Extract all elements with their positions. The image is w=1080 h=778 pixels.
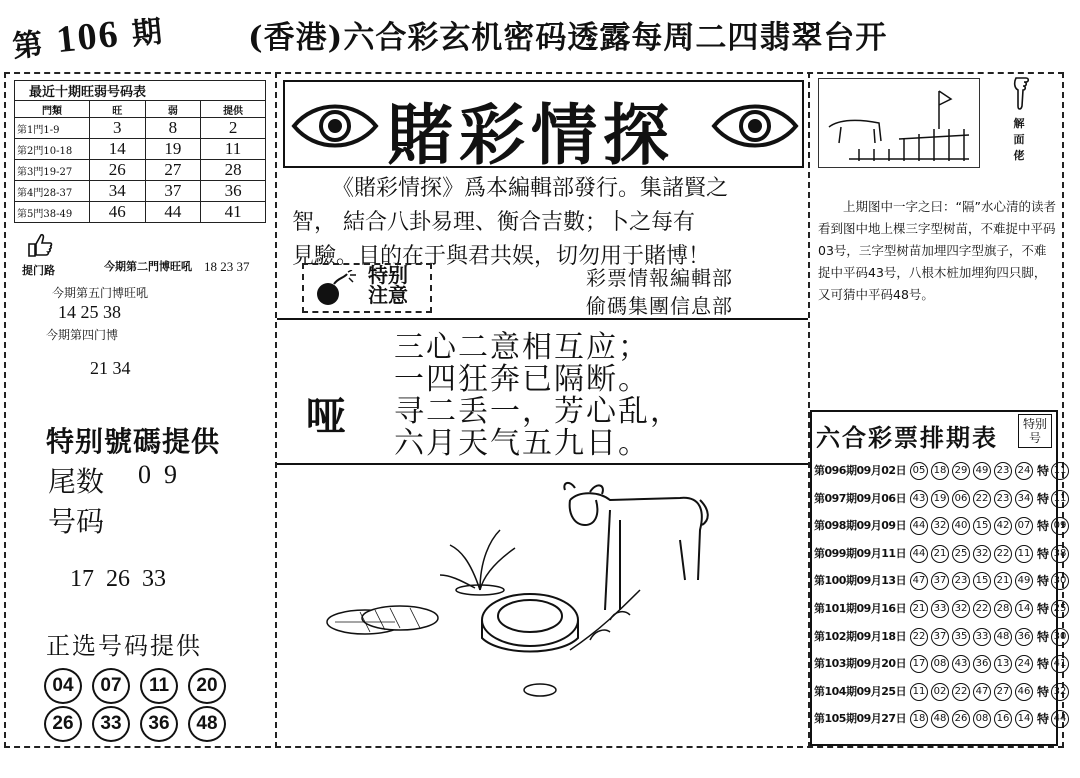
- eye-icon: [290, 100, 380, 152]
- picture-note: 上期图中一字之曰：“隔”水心清的读者看到图中地上棵三字型树苗，不难捉中平码03号，三字型树苗加埋四字型旗子，不难捉中平码43号，八根木桩加埋狗四只脚，又可猜中平码48号。: [818, 199, 1056, 302]
- special-number-ball: 38: [1051, 545, 1069, 563]
- schedule-number-ball: 24: [1015, 655, 1033, 673]
- pick-balls-row2: [44, 706, 236, 742]
- schedule-row: [814, 515, 1072, 537]
- schedule-period: 第097期09月06日: [814, 491, 907, 505]
- schedule-number-ball: 49: [1015, 572, 1033, 590]
- row-label: 第3門19-27: [15, 160, 90, 181]
- table-row: [15, 181, 266, 202]
- special-marker: 特: [1037, 712, 1050, 727]
- eye-icon: [710, 100, 800, 152]
- tigong-cell: 36: [201, 181, 266, 202]
- schedule-period: 第103期09月20日: [814, 657, 907, 671]
- special-marker: 特: [1037, 657, 1050, 672]
- number-ball: 48: [188, 706, 226, 742]
- special-number-ball: 30: [1051, 628, 1069, 646]
- schedule-number-ball: 42: [994, 517, 1012, 535]
- number-ball: 26: [44, 706, 82, 742]
- description-line: 《賭彩情探》爲本編輯部發行。集諸賢之: [332, 176, 729, 201]
- poem-line: 三心二意相互应；: [394, 330, 650, 365]
- schedule-period: 第099期09月11日: [814, 546, 907, 560]
- col-header: 門類: [15, 101, 90, 118]
- col-header: 弱: [145, 101, 201, 118]
- ruo-cell: 19: [145, 139, 201, 160]
- special-number-ball: 41: [1051, 655, 1069, 673]
- schedule-number-ball: 36: [973, 655, 991, 673]
- issue-prefix: 第: [10, 26, 47, 65]
- schedule-number-ball: 17: [910, 655, 928, 673]
- special-number-ball: 30: [1051, 572, 1069, 590]
- picture-box: [818, 78, 980, 168]
- schedule-number-ball: 18: [931, 462, 949, 480]
- code-label: 号码: [48, 505, 105, 538]
- schedule-number-ball: 47: [973, 683, 991, 701]
- bomb-icon: [310, 270, 360, 308]
- schedule-number-ball: 48: [931, 710, 949, 728]
- schedule-number-ball: 22: [973, 490, 991, 508]
- number-ball: 20: [188, 668, 226, 704]
- table-row: [15, 202, 266, 223]
- schedule-number-ball: 21: [994, 572, 1012, 590]
- schedule-row: [814, 460, 1072, 482]
- schedule-number-ball: 08: [973, 710, 991, 728]
- schedule-row: [814, 543, 1072, 565]
- jiemianhua-label: 解面佬: [1013, 117, 1025, 162]
- door2-numbers: 18 23 37: [204, 259, 250, 274]
- publisher-1: 彩票情報編輯部: [586, 266, 733, 290]
- poem-top-rule: [277, 318, 808, 320]
- table-caption: 最近十期旺弱号码表: [15, 81, 266, 101]
- special-marker: 特: [1037, 684, 1050, 699]
- number-ball: 07: [92, 668, 130, 704]
- schedule-number-ball: 14: [1015, 710, 1033, 728]
- sandals-drawing: [327, 606, 438, 634]
- special-number-ball: 11: [1051, 462, 1069, 480]
- schedule-number-ball: 44: [910, 517, 928, 535]
- schedule-number-ball: 23: [994, 462, 1012, 480]
- tigong-cell: 2: [201, 118, 266, 139]
- schedule-number-ball: 47: [910, 572, 928, 590]
- door4-numbers: 21 34: [90, 358, 131, 378]
- door5-label: 今期第五门博旺吼: [52, 286, 149, 300]
- schedule-number-ball: 43: [910, 490, 928, 508]
- schedule-number-ball: 32: [952, 600, 970, 618]
- schedule-number-ball: 33: [931, 600, 949, 618]
- thumbs-up-icon: [26, 232, 54, 258]
- calf-drawing: [564, 483, 707, 610]
- door2-label: 今期第二門博旺吼: [104, 260, 192, 273]
- issue-number-value: 106: [54, 12, 122, 62]
- plant-drawing: [440, 530, 515, 595]
- row-label: 第2門10-18: [15, 139, 90, 160]
- schedule-number-ball: 32: [931, 517, 949, 535]
- pointing-hand-icon: [1010, 76, 1034, 110]
- stone-drawing: [524, 684, 556, 696]
- schedule-number-ball: 25: [952, 545, 970, 563]
- code-values: 17 26 33: [70, 566, 166, 592]
- schedule-number-ball: 43: [952, 655, 970, 673]
- schedule-number-ball: 27: [994, 683, 1012, 701]
- door5-numbers: 14 25 38: [58, 302, 121, 322]
- issue-suffix: 期: [130, 14, 166, 53]
- schedule-number-ball: 15: [973, 572, 991, 590]
- schedule-number-ball: 49: [973, 462, 991, 480]
- schedule-number-ball: 21: [910, 600, 928, 618]
- description-line: 見驗。目的在于與君共娱，切勿用于賭博！: [292, 244, 711, 269]
- tail-label: 尾数: [48, 465, 105, 498]
- wang-cell: 3: [90, 118, 146, 139]
- notice-text: [368, 265, 408, 305]
- special-marker: 特: [1037, 464, 1050, 478]
- riddle-poem: [394, 332, 682, 460]
- schedule-number-ball: 26: [952, 710, 970, 728]
- special-number-ball: 44: [1051, 710, 1069, 728]
- schedule-number-ball: 16: [994, 710, 1012, 728]
- schedule-title: 六合彩票排期表: [816, 423, 998, 452]
- wang-cell: 26: [90, 160, 146, 181]
- schedule-period: 第098期09月09日: [814, 519, 907, 533]
- schedule-row: [814, 570, 1072, 592]
- table-row: [15, 160, 266, 181]
- left-divider: [275, 72, 277, 748]
- schedule-number-ball: 24: [1015, 462, 1033, 480]
- tigong-cell: 11: [201, 139, 266, 160]
- schedule-tag: 特别号: [1018, 414, 1052, 448]
- tigong-cell: 28: [201, 160, 266, 181]
- schedule-number-ball: 06: [952, 490, 970, 508]
- number-ball: 11: [140, 668, 178, 704]
- ruo-cell: 8: [145, 118, 201, 139]
- poem-bottom-rule: [277, 463, 808, 465]
- schedule-period: 第096期09月02日: [814, 464, 907, 477]
- schedule-number-ball: 28: [994, 600, 1012, 618]
- schedule-period: 第104期09月25日: [814, 684, 907, 698]
- notice-line: 特别: [368, 263, 408, 287]
- schedule-number-ball: 11: [910, 683, 928, 701]
- row-label: 第5門38-49: [15, 202, 90, 223]
- col-header: 旺: [90, 101, 146, 118]
- schedule-number-ball: 02: [931, 683, 949, 701]
- schedule-number-ball: 19: [931, 490, 949, 508]
- schedule-number-ball: 22: [973, 600, 991, 618]
- number-ball: 36: [140, 706, 178, 742]
- schedule-period: 第101期09月16日: [814, 602, 907, 615]
- recent-numbers-table: [14, 80, 266, 223]
- schedule-period: 第102期09月18日: [814, 629, 907, 643]
- ruo-cell: 37: [145, 181, 201, 202]
- schedule-number-ball: 11: [1015, 545, 1033, 563]
- tip-label: 提门路: [22, 264, 55, 277]
- schedule-number-ball: 21: [931, 545, 949, 563]
- wang-cell: 46: [90, 202, 146, 223]
- schedule-number-ball: 22: [910, 628, 928, 646]
- pick-balls-row1: [44, 668, 236, 704]
- notice-line: 注意: [368, 283, 408, 307]
- pick-title: 正选号码提供: [46, 632, 202, 660]
- schedule-row: [814, 708, 1072, 730]
- special-number-ball: 25: [1051, 600, 1069, 618]
- schedule-number-ball: 15: [973, 517, 991, 535]
- special-numbers-title: 特别號碼提供: [46, 425, 221, 458]
- schedule-number-ball: 29: [952, 462, 970, 480]
- schedule-number-ball: 22: [994, 545, 1012, 563]
- door4-label: 今期第四门博: [46, 328, 119, 342]
- poem-line: 一四狂奔已隔断。: [394, 362, 650, 397]
- row-label: 第1門1-9: [15, 118, 90, 139]
- calf-illustration: [300, 470, 800, 710]
- schedule-number-ball: 33: [973, 628, 991, 646]
- schedule-number-ball: 35: [952, 628, 970, 646]
- schedule-row: [814, 626, 1072, 648]
- schedule-row: [814, 488, 1072, 510]
- special-number-ball: 11: [1051, 490, 1069, 508]
- schedule-number-ball: 32: [973, 545, 991, 563]
- table-row: [15, 118, 266, 139]
- schedule-number-ball: 13: [994, 655, 1012, 673]
- schedule-row: [814, 681, 1072, 703]
- special-marker: 特: [1037, 491, 1050, 506]
- schedule-number-ball: 44: [910, 545, 928, 563]
- special-marker: 特: [1037, 574, 1050, 589]
- schedule-number-ball: 40: [952, 517, 970, 535]
- ruo-cell: 44: [145, 202, 201, 223]
- special-marker: 特: [1037, 602, 1050, 616]
- issue-number: [10, 6, 166, 67]
- special-number-ball: 09: [1051, 517, 1069, 535]
- table-row: [15, 139, 266, 160]
- special-marker: 特: [1037, 629, 1050, 644]
- wang-cell: 14: [90, 139, 146, 160]
- schedule-period: 第100期09月13日: [814, 574, 907, 588]
- description: [292, 172, 796, 274]
- schedule-number-ball: 05: [910, 462, 928, 480]
- number-ball: 04: [44, 668, 82, 704]
- schedule-row: [814, 653, 1072, 675]
- schedule-number-ball: 23: [994, 490, 1012, 508]
- schedule-number-ball: 34: [1015, 490, 1033, 508]
- page-title: (香港)六合彩玄机密码透露每周二四翡翠台开: [248, 20, 888, 56]
- ruo-cell: 27: [145, 160, 201, 181]
- publisher-2: 偷碼集團信息部: [586, 294, 733, 318]
- schedule-number-ball: 22: [952, 683, 970, 701]
- wang-cell: 34: [90, 181, 146, 202]
- special-number-ball: 32: [1051, 683, 1069, 701]
- number-ball: 33: [92, 706, 130, 742]
- riddle-key: 哑: [306, 393, 346, 440]
- row-label: 第4門28-37: [15, 181, 90, 202]
- schedule-number-ball: 37: [931, 572, 949, 590]
- schedule-number-ball: 37: [931, 628, 949, 646]
- description-line: 智， 結合八卦易理、衡合吉數；卜之每有: [292, 210, 695, 235]
- tail-values: 0 9: [138, 460, 177, 489]
- main-title: 賭彩情探: [387, 96, 675, 174]
- poem-line: 六月天气五九日。: [394, 426, 650, 461]
- schedule-number-ball: 07: [1015, 517, 1033, 535]
- schedule-period: 第105期09月27日: [814, 712, 907, 726]
- schedule-number-ball: 48: [994, 628, 1012, 646]
- schedule-number-ball: 23: [952, 572, 970, 590]
- schedule-number-ball: 14: [1015, 600, 1033, 618]
- ring-drawing: [482, 594, 578, 652]
- schedule-row: [814, 598, 1072, 620]
- schedule-number-ball: 36: [1015, 628, 1033, 646]
- picture-clue-drawing: [819, 79, 979, 167]
- poem-line: 寻二丢一，芳心乱，: [394, 394, 682, 429]
- schedule-number-ball: 08: [931, 655, 949, 673]
- special-marker: 特: [1037, 519, 1050, 534]
- schedule-number-ball: 46: [1015, 683, 1033, 701]
- table-header-row: [15, 101, 266, 118]
- tigong-cell: 41: [201, 202, 266, 223]
- schedule-number-ball: 18: [910, 710, 928, 728]
- col-header: 提供: [201, 101, 266, 118]
- special-marker: 特: [1037, 546, 1050, 561]
